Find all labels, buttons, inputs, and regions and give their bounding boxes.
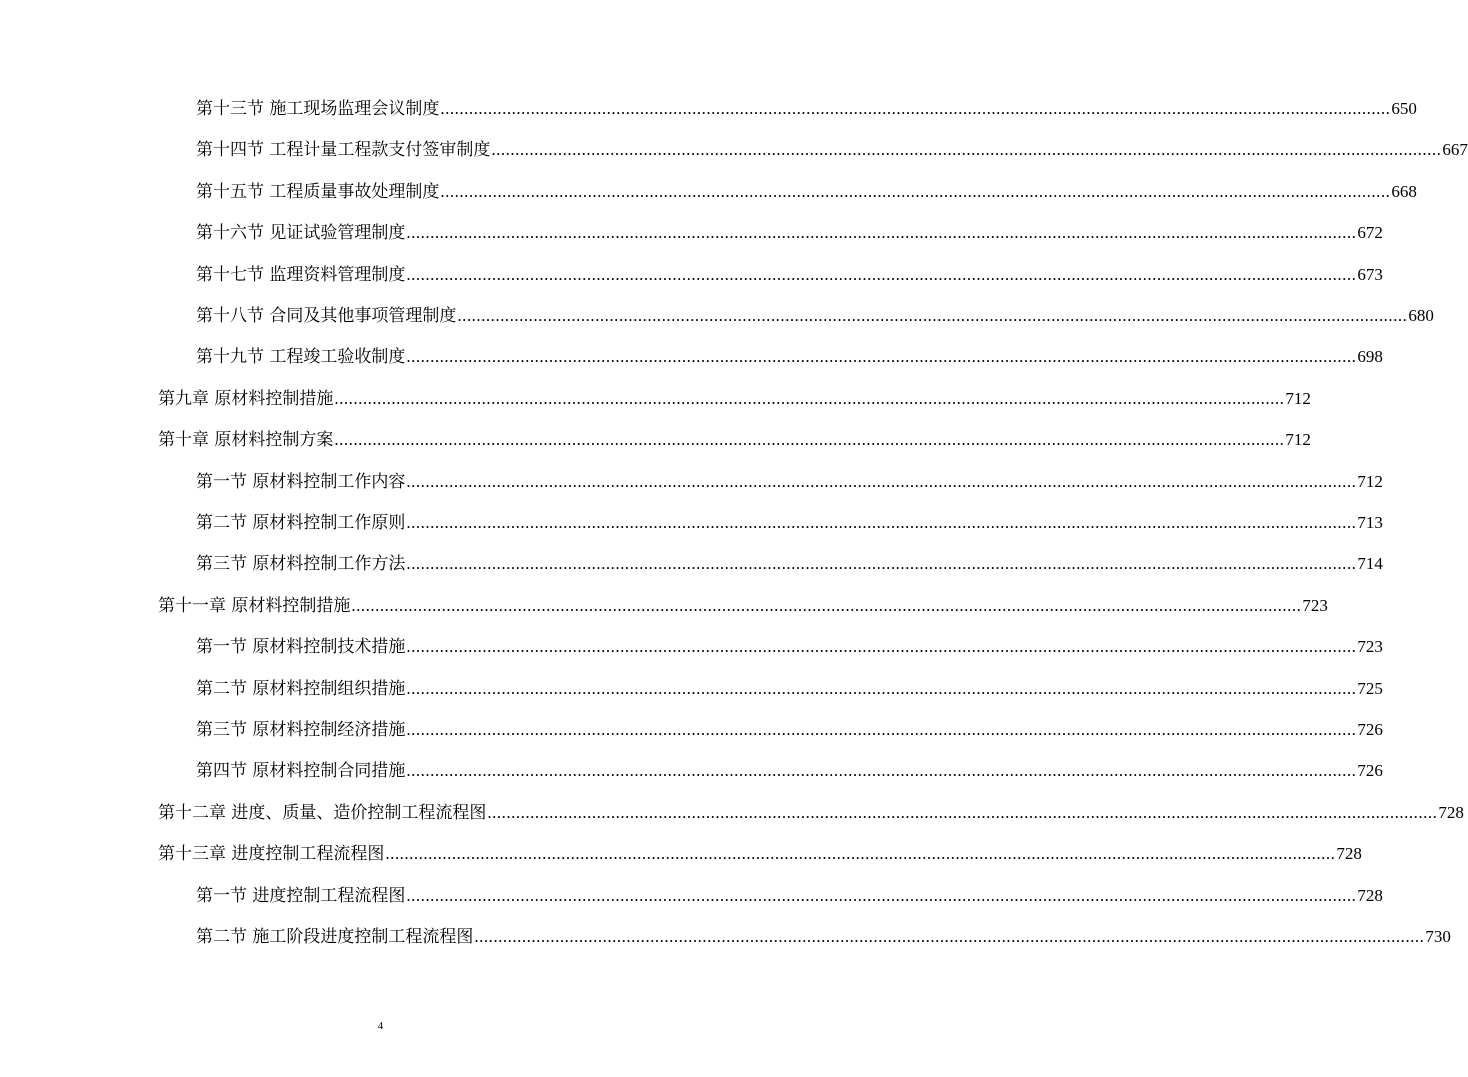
toc-entry-page: 726 [1357,761,1383,781]
toc-leader-dots: ........................................................................................................................................................................................................ [406,347,1357,367]
toc-entry-17 [196,758,1383,784]
toc-entry-page: 712 [1285,388,1311,408]
toc-entry-page: 728 [1357,885,1383,905]
toc-entry-page: 728 [1336,844,1362,864]
toc-leader-dots: ........................................................................................................................................................................................................ [487,802,1438,822]
toc-entry-16 [196,717,1383,743]
toc-leader-dots: ........................................................................................................................................................................................................ [351,595,1302,615]
toc-leader-dots: ........................................................................................................................................................................................................ [440,99,1391,118]
toc-entry-label: 第二节 施工阶段进度控制工程流程图 [196,927,474,947]
toc-entry-page: 667 [1442,140,1468,160]
toc-leader-dots: ........................................................................................................................................................................................................ [491,140,1442,160]
toc-entry-page: 723 [1302,595,1328,615]
toc-entry-1 [196,96,1417,122]
toc-entry-6 [196,303,1434,329]
toc-entry-page: 650 [1391,99,1417,118]
toc-entry-18 [158,800,1464,826]
toc-entry-5 [196,262,1383,288]
toc-entry-7 [196,344,1383,370]
toc-leader-dots: ........................................................................................................................................................................................................ [334,430,1285,450]
toc-entry-label: 第二节 原材料控制组织措施 [196,678,406,699]
toc-entry-20 [196,883,1383,909]
toc-entry-label: 第二节 原材料控制工作原则 [196,513,406,533]
toc-entry-page: 725 [1357,678,1383,698]
toc-entry-3 [196,179,1417,205]
toc-entry-label: 第十六节 见证试验管理制度 [196,223,406,244]
toc-entry-label: 第十三章 进度控制工程流程图 [158,844,385,865]
toc-entry-page: 726 [1357,720,1383,739]
toc-entry-15 [196,676,1383,702]
toc-entry-11 [196,510,1383,536]
toc-entry-page: 680 [1408,306,1434,325]
toc-entry-label: 第一节 原材料控制工作内容 [196,471,406,492]
toc-entry-14 [196,634,1383,660]
toc-leader-dots: ........................................................................................................................................................................................................ [406,471,1357,491]
toc-leader-dots: ........................................................................................................................................................................................................ [406,637,1357,657]
toc-entry-page: 712 [1357,471,1383,491]
toc-entry-label: 第十八节 合同及其他事项管理制度 [196,306,457,326]
toc-entry-21 [196,924,1451,950]
toc-entry-page: 673 [1357,264,1383,284]
toc-leader-dots: ........................................................................................................................................................................................................ [406,223,1357,243]
toc-entry-label: 第十一章 原材料控制措施 [158,595,351,616]
toc-leader-dots: ........................................................................................................................................................................................................ [474,927,1425,946]
toc-leader-dots: ........................................................................................................................................................................................................ [406,678,1357,698]
toc-entry-page: 712 [1285,430,1311,450]
toc-entry-label: 第三节 原材料控制工作方法 [196,554,406,575]
toc-entry-label: 第一节 原材料控制技术措施 [196,637,406,658]
toc-entry-4 [196,220,1383,246]
toc-leader-dots: ........................................................................................................................................................................................................ [440,181,1391,201]
toc-entry-label: 第十五节 工程质量事故处理制度 [196,181,440,202]
toc-entry-page: 723 [1357,637,1383,657]
toc-entry-page: 730 [1425,927,1451,946]
toc-entry-page: 713 [1357,513,1383,532]
toc-entry-label: 第四节 原材料控制合同措施 [196,761,406,782]
toc-entry-label: 第一节 进度控制工程流程图 [196,885,406,906]
toc-entry-page: 698 [1357,347,1383,367]
toc-leader-dots: ........................................................................................................................................................................................................ [457,306,1408,325]
toc-entry-12 [196,551,1383,577]
toc-entry-2 [196,137,1468,163]
toc-entry-page: 668 [1391,181,1417,201]
toc-leader-dots: ........................................................................................................................................................................................................ [406,761,1357,781]
toc-entry-label: 第十七节 监理资料管理制度 [196,264,406,285]
toc-entry-page: 728 [1438,802,1464,822]
toc-leader-dots: ........................................................................................................................................................................................................ [406,264,1357,284]
toc-leader-dots: ........................................................................................................................................................................................................ [406,720,1357,739]
toc-entry-13 [158,593,1328,619]
toc-entry-label: 第十九节 工程竣工验收制度 [196,347,406,368]
toc-entry-19 [158,841,1362,867]
toc-entry-label: 第十三节 施工现场监理会议制度 [196,99,440,119]
toc-leader-dots: ........................................................................................................................................................................................................ [406,513,1357,532]
toc-leader-dots: ........................................................................................................................................................................................................ [406,554,1357,574]
toc-entry-label: 第十四节 工程计量工程款支付签审制度 [196,140,491,161]
toc-leader-dots: ........................................................................................................................................................................................................ [406,885,1357,905]
page-number: 4 [377,1020,384,1032]
toc-entry-label: 第十二章 进度、质量、造价控制工程流程图 [158,802,487,823]
toc-entry-8 [158,386,1311,412]
toc-entry-10 [196,469,1383,495]
toc-leader-dots: ........................................................................................................................................................................................................ [385,844,1336,864]
toc-leader-dots: ........................................................................................................................................................................................................ [334,388,1285,408]
toc-entry-9 [158,427,1311,453]
toc-entry-label: 第十章 原材料控制方案 [158,430,334,451]
toc-entry-page: 672 [1357,223,1383,243]
toc-entry-label: 第九章 原材料控制措施 [158,388,334,409]
toc-entry-label: 第三节 原材料控制经济措施 [196,720,406,740]
toc-entry-page: 714 [1357,554,1383,574]
